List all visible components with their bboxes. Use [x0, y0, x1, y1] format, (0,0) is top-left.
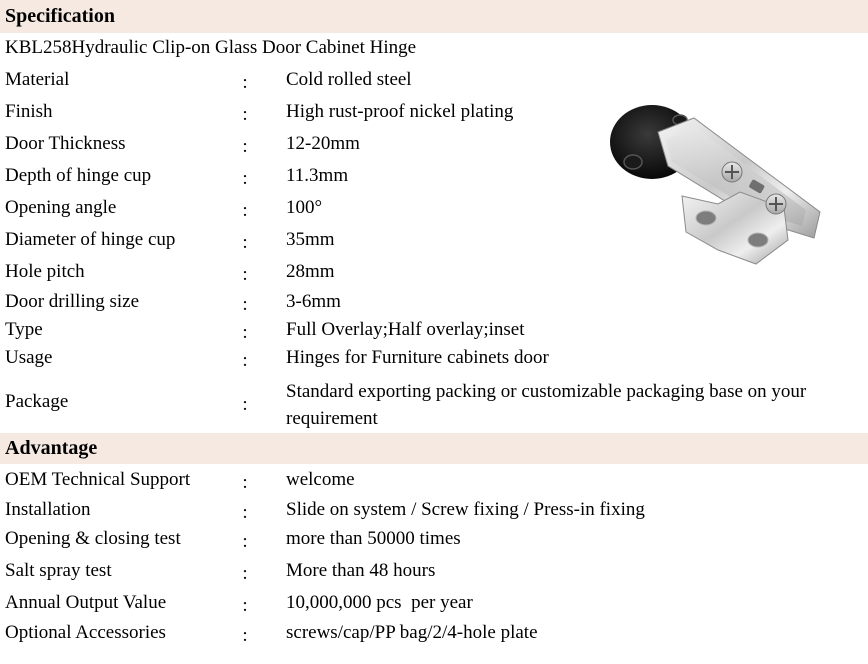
advantage-label: OEM Technical Support: [5, 469, 191, 490]
spec-label: Hole pitch: [5, 261, 85, 282]
spec-value: Full Overlay;Half overlay;inset: [286, 319, 525, 340]
spec-label: Material: [5, 69, 70, 90]
spec-value: 100°: [286, 197, 323, 218]
separator: :: [242, 104, 248, 125]
separator: :: [242, 294, 248, 315]
spec-label: Door Thickness: [5, 133, 126, 154]
separator: :: [242, 531, 248, 552]
separator: :: [242, 595, 248, 616]
product-line: KBL258Hydraulic Clip-on Glass Door Cabinet Hinge: [5, 37, 417, 58]
separator: :: [242, 350, 248, 371]
plate-screw-hole: [696, 211, 716, 225]
advantage-value: Slide on system / Screw fixing / Press-in fixing: [286, 499, 645, 520]
separator: :: [242, 502, 248, 523]
spec-value: 3-6mm: [286, 291, 341, 312]
cabinet-hinge-icon: [606, 100, 832, 274]
separator: :: [242, 322, 248, 343]
spec-label: Depth of hinge cup: [5, 165, 152, 186]
separator: :: [242, 563, 248, 584]
spec-value: 12-20mm: [286, 133, 360, 154]
advantage-label: Optional Accessories: [5, 622, 166, 643]
separator: :: [242, 232, 248, 253]
spec-label: Package: [5, 391, 69, 412]
cup-screw-hole: [624, 155, 642, 169]
advantage-label: Opening & closing test: [5, 528, 181, 549]
spec-label: Finish: [5, 101, 53, 122]
spec-label: Door drilling size: [5, 291, 140, 312]
spec-label: Type: [5, 319, 43, 340]
spec-value: Hinges for Furniture cabinets door: [286, 347, 549, 368]
spec-value: 35mm: [286, 229, 335, 250]
advantage-value: More than 48 hours: [286, 560, 436, 581]
advantage-value: more than 50000 times: [286, 528, 461, 549]
spec-label: Usage: [5, 347, 53, 368]
advantage-heading: Advantage: [0, 433, 868, 464]
advantage-label: Annual Output Value: [5, 592, 167, 613]
spec-value: 11.3mm: [286, 165, 349, 186]
separator: :: [242, 625, 248, 646]
advantage-value: 10,000,000 pcs per year: [286, 592, 473, 613]
spec-value: Cold rolled steel: [286, 69, 412, 90]
plate-screw-hole: [748, 233, 768, 247]
advantage-label: Salt spray test: [5, 560, 112, 581]
advantage-label: Installation: [5, 499, 91, 520]
spec-value: 28mm: [286, 261, 335, 282]
advantage-value: welcome: [286, 469, 355, 490]
separator: :: [242, 472, 248, 493]
separator: :: [242, 168, 248, 189]
separator: :: [242, 200, 248, 221]
spec-value: High rust-proof nickel plating: [286, 101, 514, 122]
spec-value: Standard exporting packing or customizable packaging base on your requirement: [286, 381, 807, 429]
separator: :: [242, 394, 248, 415]
separator: :: [242, 72, 248, 93]
spec-label: Opening angle: [5, 197, 117, 218]
spec-label: Diameter of hinge cup: [5, 229, 176, 250]
advantage-value: screws/cap/PP bag/2/4-hole plate: [286, 622, 538, 643]
specification-heading: Specification: [0, 0, 868, 33]
separator: :: [242, 136, 248, 157]
separator: :: [242, 264, 248, 285]
